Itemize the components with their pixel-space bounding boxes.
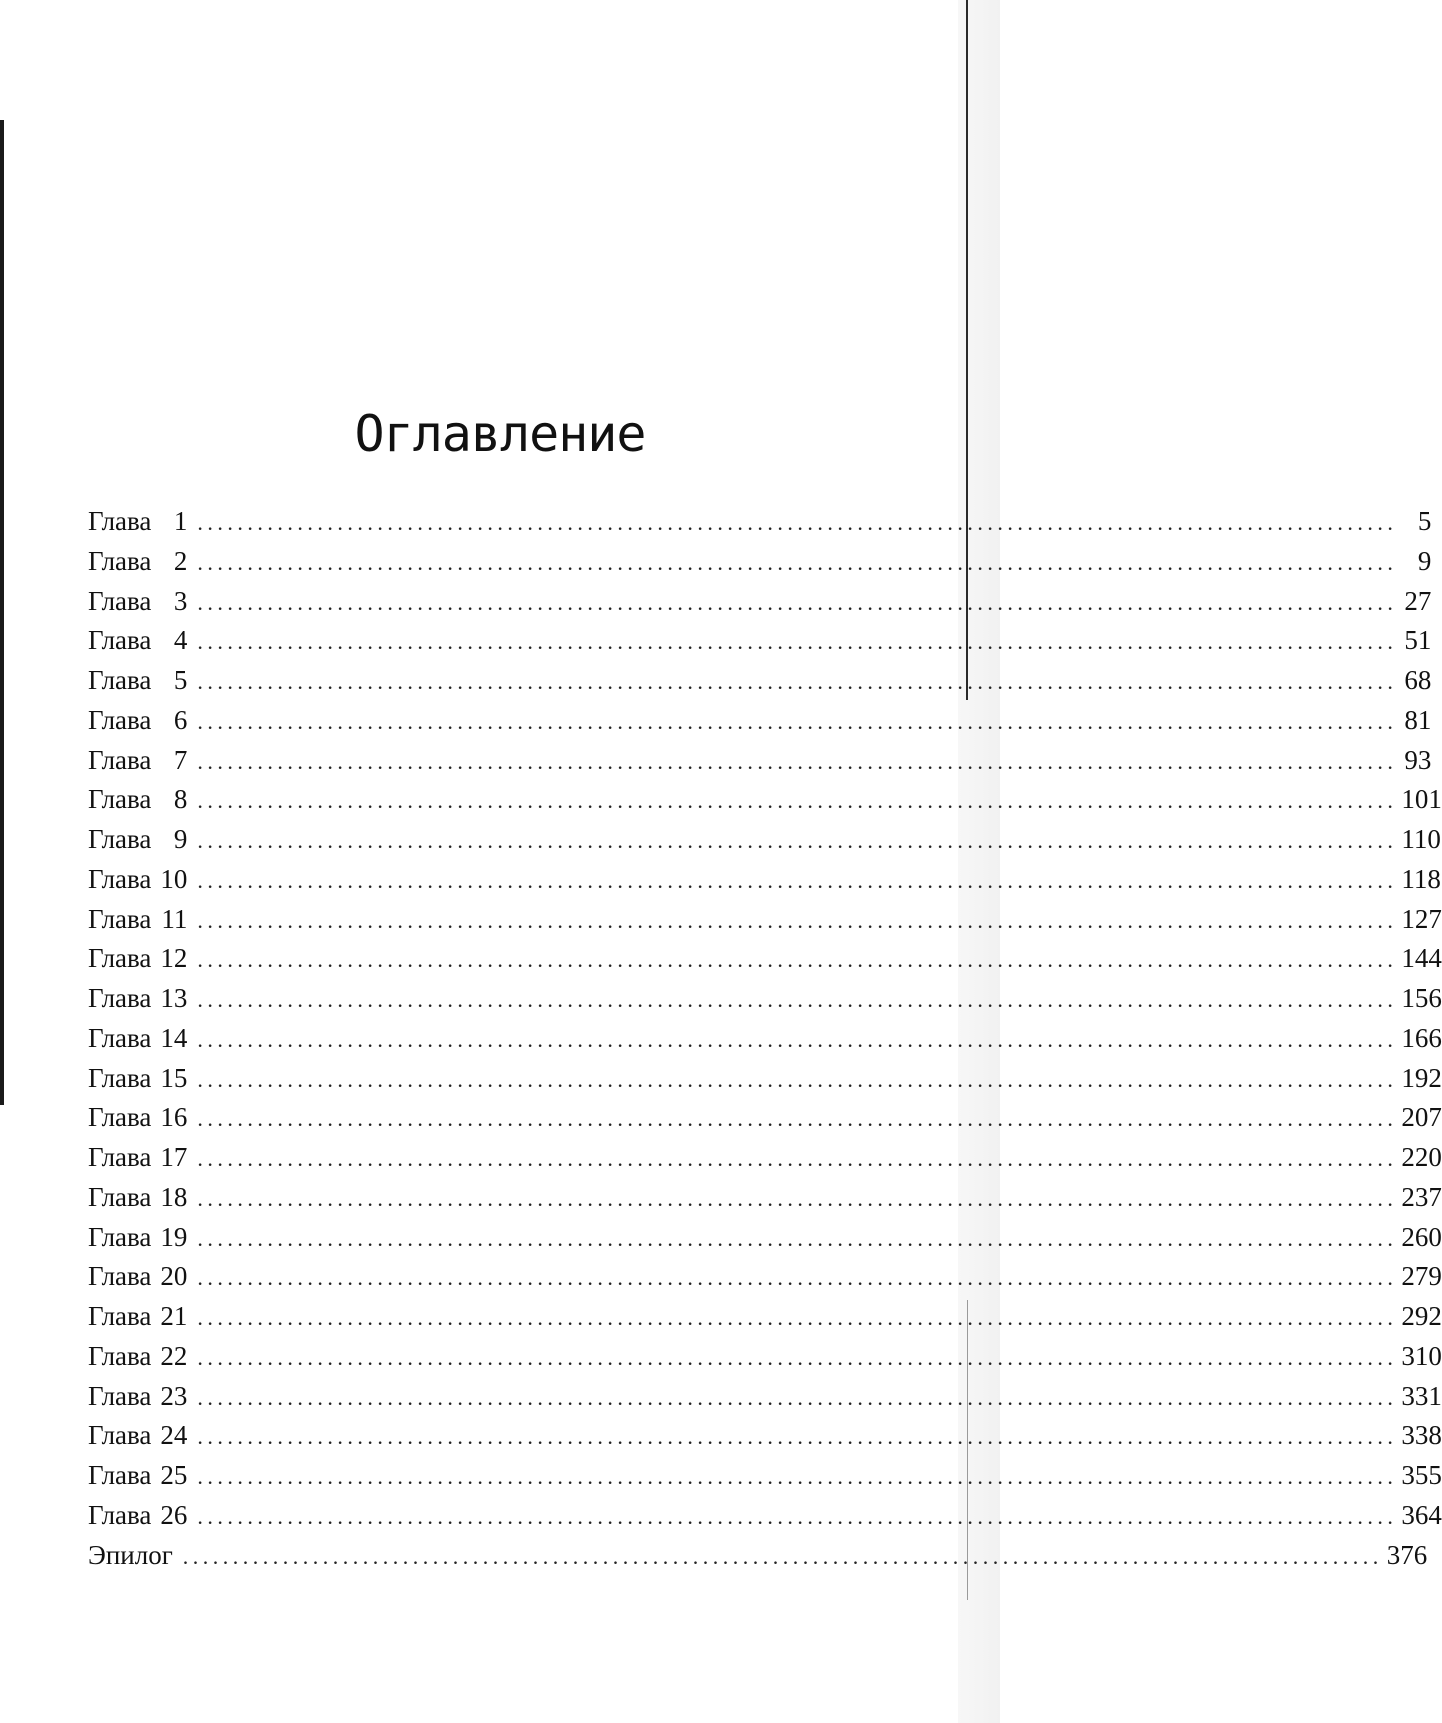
toc-entry-page: 144 bbox=[1401, 943, 1442, 974]
toc-entry-page: 27 bbox=[1404, 585, 1432, 616]
toc-entry-label bbox=[88, 582, 187, 622]
toc-entry-number: 22 bbox=[160, 1340, 188, 1371]
toc-entry-number: 23 bbox=[160, 1380, 188, 1411]
toc-dot-leader: ........................................................................................................................ bbox=[197, 828, 1398, 853]
toc-entry-label bbox=[88, 900, 187, 940]
toc-entry-label-text: Глава bbox=[88, 1340, 152, 1371]
toc-entry-label-text: Глава bbox=[88, 1221, 152, 1252]
toc-entry-label-text: Глава bbox=[88, 704, 152, 735]
toc-entry-label bbox=[88, 1297, 187, 1337]
toc-entry-label-text: Глава bbox=[88, 1301, 152, 1331]
toc-entry-number: 16 bbox=[160, 1102, 188, 1133]
toc-entry-label-text: Глава bbox=[88, 1420, 152, 1451]
toc-entry-page: 101 bbox=[1401, 784, 1442, 815]
toc-entry-label bbox=[88, 502, 187, 542]
toc-entry-number: 14 bbox=[160, 1022, 188, 1053]
toc-entry-label-text: Глава bbox=[88, 903, 152, 934]
toc-dot-leader: ........................................................................................................................ bbox=[197, 1424, 1398, 1450]
toc-dot-leader: ........................................................................................................................ bbox=[197, 1384, 1398, 1410]
toc-entry-number: 5 bbox=[173, 665, 188, 695]
toc-entry-page: 207 bbox=[1401, 1102, 1442, 1133]
toc-entry-label-text: Глава bbox=[88, 744, 152, 775]
toc-entry-label-text: Глава bbox=[88, 506, 152, 536]
table-of-contents bbox=[88, 502, 1442, 1575]
page-edge-left bbox=[0, 120, 4, 1105]
toc-entry bbox=[88, 900, 1442, 940]
toc-entry bbox=[88, 502, 1432, 542]
toc-entry-label bbox=[88, 621, 187, 661]
toc-entry-number: 8 bbox=[173, 784, 188, 815]
toc-entry bbox=[88, 661, 1432, 701]
toc-entry-page: 192 bbox=[1401, 1062, 1442, 1093]
toc-entry-label bbox=[88, 1456, 187, 1496]
toc-entry-label-text: Глава bbox=[88, 824, 152, 854]
toc-entry-label-text: Глава bbox=[88, 625, 152, 656]
toc-entry-label bbox=[88, 661, 187, 701]
toc-dot-leader: ........................................................................................................................ bbox=[197, 549, 1398, 575]
toc-dot-leader: ........................................................................................................................ bbox=[197, 669, 1398, 694]
toc-entry-label-text: Глава bbox=[88, 1102, 152, 1133]
toc-entry bbox=[88, 1297, 1442, 1337]
toc-entry-page: 279 bbox=[1401, 1261, 1442, 1292]
toc-entry-label-text: Глава bbox=[88, 983, 152, 1013]
toc-dot-leader: ........................................................................................................................ bbox=[197, 629, 1398, 655]
toc-dot-leader: ........................................................................................................................ bbox=[197, 907, 1398, 933]
toc-title: Оглавление bbox=[354, 405, 646, 463]
toc-entry-label-text: Глава bbox=[88, 1181, 152, 1212]
toc-entry-number: 21 bbox=[160, 1301, 188, 1331]
toc-dot-leader: ........................................................................................................................ bbox=[197, 510, 1398, 535]
toc-entry-label bbox=[88, 979, 187, 1019]
toc-entry-label bbox=[88, 1416, 187, 1456]
toc-entry-label-text: Глава bbox=[88, 545, 152, 576]
toc-dot-leader: ........................................................................................................................ bbox=[197, 1464, 1398, 1489]
toc-entry bbox=[88, 1019, 1442, 1059]
toc-entry-number: 24 bbox=[160, 1420, 188, 1451]
toc-dot-leader: ........................................................................................................................ bbox=[197, 1305, 1398, 1330]
toc-entry-label-text: Глава bbox=[88, 784, 152, 815]
toc-entry-number: 2 bbox=[173, 545, 188, 576]
toc-entry-number: 19 bbox=[160, 1221, 188, 1252]
toc-entry-label bbox=[88, 1178, 187, 1218]
toc-entry bbox=[88, 1416, 1442, 1456]
toc-entry-page: 237 bbox=[1401, 1181, 1442, 1212]
toc-dot-leader: ........................................................................................................................ bbox=[197, 1106, 1398, 1132]
toc-dot-leader: ........................................................................................................................ bbox=[197, 589, 1398, 615]
toc-entry-page: 355 bbox=[1401, 1460, 1442, 1490]
toc-entry-label bbox=[88, 1337, 187, 1377]
toc-entry-number: 1 bbox=[173, 506, 188, 536]
toc-dot-leader: ........................................................................................................................ bbox=[197, 1225, 1398, 1251]
toc-dot-leader: ........................................................................................................................ bbox=[197, 867, 1398, 893]
toc-entry-number: 12 bbox=[160, 943, 188, 974]
toc-entry-page: 51 bbox=[1404, 625, 1432, 656]
toc-entry bbox=[88, 542, 1432, 582]
toc-entry-label bbox=[88, 1059, 187, 1099]
toc-entry-label bbox=[88, 820, 187, 860]
toc-entry bbox=[88, 701, 1432, 741]
toc-dot-leader: ........................................................................................................................ bbox=[197, 1185, 1398, 1211]
toc-entry-label bbox=[88, 780, 187, 820]
toc-entry-label bbox=[88, 860, 187, 900]
toc-entry-label-text: Глава bbox=[88, 863, 152, 894]
toc-entry bbox=[88, 1496, 1442, 1536]
toc-entry-label bbox=[88, 741, 187, 781]
toc-entry bbox=[88, 1138, 1442, 1178]
toc-entry-label bbox=[88, 1496, 187, 1536]
toc-dot-leader: ........................................................................................................................ bbox=[197, 1344, 1398, 1370]
toc-entry-label-text: Глава bbox=[88, 1062, 152, 1093]
toc-entry bbox=[88, 1536, 1428, 1576]
toc-entry-label bbox=[88, 1536, 173, 1576]
toc-entry bbox=[88, 741, 1432, 781]
toc-entry-number: 15 bbox=[160, 1062, 188, 1093]
toc-entry-page: 166 bbox=[1401, 1022, 1442, 1053]
toc-entry bbox=[88, 1456, 1442, 1496]
toc-entry-label bbox=[88, 1019, 187, 1059]
toc-entry-page: 364 bbox=[1401, 1499, 1442, 1530]
toc-entry-number: 18 bbox=[160, 1181, 188, 1212]
toc-entry-page: 81 bbox=[1404, 704, 1432, 735]
toc-entry-number: 4 bbox=[173, 625, 188, 656]
toc-entry-page: 331 bbox=[1401, 1380, 1442, 1411]
toc-dot-leader: ........................................................................................................................ bbox=[197, 708, 1398, 734]
toc-dot-leader: ........................................................................................................................ bbox=[197, 748, 1398, 774]
toc-entry bbox=[88, 1377, 1442, 1417]
toc-entry bbox=[88, 1178, 1442, 1218]
toc-entry-number: 7 bbox=[173, 744, 188, 775]
toc-dot-leader: ........................................................................................................................ bbox=[197, 1265, 1398, 1291]
toc-entry-label bbox=[88, 542, 187, 582]
toc-entry bbox=[88, 1098, 1442, 1138]
toc-entry-label-text: Глава bbox=[88, 1380, 152, 1411]
toc-entry-page: 156 bbox=[1401, 983, 1442, 1013]
toc-entry-label-text: Глава bbox=[88, 1499, 152, 1530]
toc-dot-leader: ........................................................................................................................ bbox=[182, 1543, 1383, 1569]
toc-entry-number: 9 bbox=[173, 824, 188, 854]
toc-dot-leader: ........................................................................................................................ bbox=[197, 788, 1398, 814]
toc-dot-leader: ........................................................................................................................ bbox=[197, 1503, 1398, 1529]
toc-entry-number: 10 bbox=[160, 863, 188, 894]
toc-entry bbox=[88, 1257, 1442, 1297]
toc-entry-label bbox=[88, 939, 187, 979]
toc-entry-page: 127 bbox=[1401, 903, 1442, 934]
toc-entry-page: 118 bbox=[1401, 863, 1441, 894]
toc-entry-page: 310 bbox=[1401, 1340, 1442, 1371]
toc-entry-number: 20 bbox=[160, 1261, 188, 1292]
toc-entry-number: 17 bbox=[160, 1142, 188, 1172]
toc-entry-label-text: Глава bbox=[88, 1261, 152, 1292]
toc-entry bbox=[88, 1337, 1442, 1377]
toc-entry-label-text: Эпилог bbox=[88, 1539, 173, 1570]
toc-entry bbox=[88, 820, 1441, 860]
toc-entry-label bbox=[88, 1257, 187, 1297]
toc-entry-page: 292 bbox=[1401, 1301, 1442, 1331]
toc-entry-number: 13 bbox=[160, 983, 188, 1013]
toc-dot-leader: ........................................................................................................................ bbox=[197, 987, 1398, 1012]
toc-dot-leader: ........................................................................................................................ bbox=[197, 947, 1398, 973]
toc-entry-label bbox=[88, 1377, 187, 1417]
toc-entry-label-text: Глава bbox=[88, 585, 152, 616]
toc-entry-page: 110 bbox=[1401, 824, 1441, 854]
toc-entry-page: 338 bbox=[1401, 1420, 1442, 1451]
toc-entry-label-text: Глава bbox=[88, 1022, 152, 1053]
toc-entry-label bbox=[88, 1218, 187, 1258]
toc-entry-page: 5 bbox=[1417, 506, 1432, 536]
toc-entry-number: 25 bbox=[160, 1460, 188, 1490]
toc-entry bbox=[88, 621, 1432, 661]
toc-entry-label-text: Глава bbox=[88, 665, 152, 695]
toc-entry bbox=[88, 780, 1442, 820]
toc-entry-number: 6 bbox=[173, 704, 188, 735]
toc-entry-page: 260 bbox=[1401, 1221, 1442, 1252]
toc-entry bbox=[88, 939, 1442, 979]
toc-entry-label bbox=[88, 1098, 187, 1138]
toc-entry-page: 93 bbox=[1404, 744, 1432, 775]
toc-entry-label-text: Глава bbox=[88, 1142, 152, 1172]
toc-entry-label bbox=[88, 1138, 187, 1178]
toc-entry bbox=[88, 1059, 1442, 1099]
toc-entry-label bbox=[88, 701, 187, 741]
toc-entry-number: 26 bbox=[160, 1499, 188, 1530]
toc-entry-page: 9 bbox=[1417, 545, 1432, 576]
toc-entry-number: 3 bbox=[173, 585, 188, 616]
toc-entry-page: 376 bbox=[1386, 1539, 1428, 1570]
toc-entry-page: 220 bbox=[1401, 1142, 1442, 1172]
toc-entry-number: 11 bbox=[161, 903, 188, 934]
toc-dot-leader: ........................................................................................................................ bbox=[197, 1146, 1398, 1171]
toc-entry bbox=[88, 582, 1432, 622]
toc-entry bbox=[88, 979, 1442, 1019]
toc-entry bbox=[88, 860, 1441, 900]
toc-entry-label-text: Глава bbox=[88, 943, 152, 974]
toc-entry bbox=[88, 1218, 1442, 1258]
toc-entry-label-text: Глава bbox=[88, 1460, 152, 1490]
toc-dot-leader: ........................................................................................................................ bbox=[197, 1066, 1398, 1092]
toc-entry-page: 68 bbox=[1404, 665, 1432, 695]
toc-dot-leader: ........................................................................................................................ bbox=[197, 1026, 1398, 1052]
